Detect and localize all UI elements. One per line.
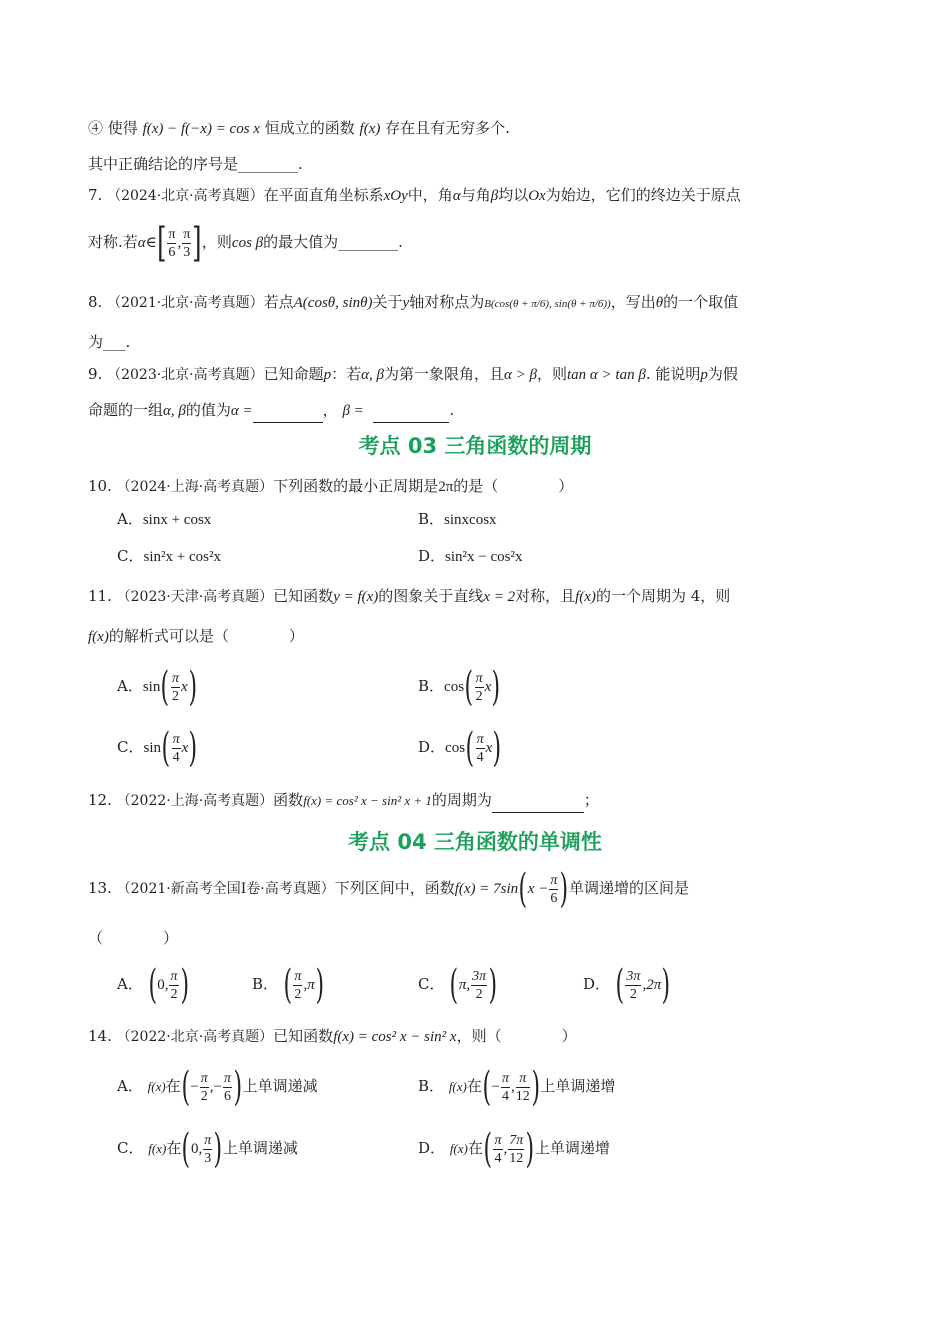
q11-b-num: π <box>475 670 483 686</box>
q9-source: （2023·北京·高考真题） <box>107 367 264 383</box>
q13-func-num: π <box>550 872 558 888</box>
q13-option-a[interactable]: A． (0, $\frac{\pi}{2}$ ) <box>117 962 189 1008</box>
q12-text-a: 函数 <box>273 791 304 809</box>
q14-a-fx: f(x) <box>147 1079 166 1094</box>
q11-line1 <box>88 584 730 609</box>
q13-d-label: D． <box>583 975 611 993</box>
q7-text-e: 为始边，它们的终边关于原点 <box>545 186 741 204</box>
q14-a-n1: π <box>200 1070 208 1086</box>
q10-num: 10. <box>88 477 112 495</box>
q14-num: 14. <box>88 1027 112 1045</box>
q11-option-c[interactable]: C．sin( $\frac{\pi}{4}$ x) <box>117 725 198 771</box>
q8-text-e: 的一个取值 <box>663 293 739 311</box>
q12-text-b: 的周期为 <box>431 791 492 809</box>
q7-range-hi-num: π <box>183 226 191 242</box>
q7-text-d: 均以 <box>498 186 529 204</box>
q14-d-d1: 4 <box>494 1150 502 1166</box>
q13-b-frac <box>293 968 302 1003</box>
q14-d-comma: , <box>503 1141 508 1157</box>
q11-a-frac <box>171 670 180 705</box>
q10-a-label: A． <box>117 510 143 528</box>
q9-text-h: 的值为 <box>185 401 231 419</box>
q10-source: （2024·上海·高考真题） <box>116 479 274 495</box>
q14-option-b[interactable]: B． f(x)在(− $\frac{\pi}{4}$ , $\frac{\pi}{12}$ )上单调递增 <box>418 1064 616 1110</box>
q14-func: f(x) = cos² x − sin² x <box>333 1029 457 1045</box>
q10-period: 2π <box>438 479 454 495</box>
q6-tail: 存在且有无穷多个. <box>385 119 510 137</box>
q7-text-c: 与角 <box>460 186 491 204</box>
q11-option-b[interactable]: B．cos( $\frac{\pi}{2}$ x) <box>418 664 501 710</box>
q8-text-c: 轴对称点为 <box>409 293 485 311</box>
q14-text-b: ，则（ ） <box>456 1027 577 1045</box>
q13-stem: 13. （2021·新高考全国Ⅰ卷·高考真题）下列区间中，函数f(x) = 7sin(x − $\frac{\pi}{6}$ )单调递增的区间是 <box>88 866 689 912</box>
q8-point-a: A(cosθ, sinθ) <box>293 295 373 311</box>
q12-blank[interactable] <box>492 788 584 813</box>
q9-alpha-blank[interactable] <box>253 398 323 423</box>
q13-func-lead: f(x) = 7sin <box>454 881 519 897</box>
q10-b-text: sinxcosx <box>444 512 497 528</box>
q7-text-g: ，则 <box>201 233 232 251</box>
q14-a-label: A． <box>117 1077 143 1095</box>
q6-conclusion: 其中正确结论的序号是________. <box>88 155 303 173</box>
q11-d-frac <box>476 731 485 766</box>
q13-c-label: C． <box>418 975 445 993</box>
q14-b-frac1 <box>501 1070 510 1105</box>
q11-b-frac <box>475 670 484 705</box>
q13-b-right: ,π <box>303 977 315 993</box>
q7-range-lo-den: 6 <box>168 244 176 260</box>
q10-text: 下列函数的最小正周期是 <box>273 477 439 495</box>
q11-d-fn: cos <box>445 740 466 756</box>
q11-a-label: A． <box>117 677 143 695</box>
q11-c-x: x <box>181 740 189 756</box>
q12-end: ； <box>583 791 599 809</box>
q14-d-label: D． <box>418 1139 446 1157</box>
q9-tan: tan α > tan β <box>567 367 646 383</box>
q11-a-fn: sin <box>142 679 161 695</box>
q7-alpha-2: α <box>137 235 146 251</box>
q14-d-frac1 <box>493 1132 502 1167</box>
q13-a-label: A． <box>117 975 143 993</box>
q13-num: 13. <box>88 879 112 897</box>
q8-num: 8. <box>88 293 103 311</box>
q7-line2: 对称.若α∈[ $\frac{\pi}{6}$ , $\frac{\pi}{3}$ ]，则cos β的最大值为________. <box>88 220 403 266</box>
q14-d-in: 在 <box>467 1139 483 1157</box>
q14-source: （2022·北京·高考真题） <box>116 1029 274 1045</box>
q9-end: . <box>449 401 455 419</box>
q11-option-d[interactable]: D．cos( $\frac{\pi}{4}$ x) <box>418 725 502 771</box>
q7-range-hi <box>182 226 191 261</box>
q10-c-text: sin²x + cos²x <box>143 549 221 565</box>
section-title-04: 考点 04 三角函数的单调性 <box>348 830 602 854</box>
q10-tail: 的是（ ） <box>453 477 574 495</box>
q7-range-lo-num: π <box>168 226 176 242</box>
q7-range-lo <box>167 226 176 261</box>
q14-b-n2: π <box>516 1070 530 1088</box>
q13-c-left: π, <box>458 977 471 993</box>
q14-b-comma: , <box>510 1079 515 1095</box>
q8-text-b: 关于 <box>372 293 403 311</box>
q9-text-g: 命题的一组 <box>88 401 164 419</box>
q11-a-x: x <box>180 679 188 695</box>
q8-line2: 为___. <box>88 333 131 351</box>
q8-text-a: 若点 <box>263 293 294 311</box>
q13-c-num: 3π <box>472 968 487 984</box>
q9-cond: α > β <box>504 367 537 383</box>
q7-text-h: 的最大值为________. <box>263 233 403 251</box>
q8-line1 <box>88 290 738 316</box>
q7-num: 7. <box>88 186 103 204</box>
q9-text-a: 已知命题 <box>263 365 324 383</box>
q13-option-b[interactable]: B． ( $\frac{\pi}{2}$ ,π) <box>252 962 324 1008</box>
q13-b-num: π <box>294 968 302 984</box>
q14-a-in: 在 <box>165 1077 181 1095</box>
q13-c-den: 2 <box>475 986 483 1002</box>
q11-option-a[interactable]: A．sin( $\frac{\pi}{2}$ x) <box>117 664 197 710</box>
q13-d-frac <box>625 968 641 1003</box>
q14-stem <box>88 1024 577 1049</box>
q11-b-fn: cos <box>444 679 465 695</box>
q11-a-den: 2 <box>171 688 179 704</box>
q9-text-f: 为假 <box>707 365 738 383</box>
q11-text-c: 对称，且 <box>515 587 576 605</box>
q14-a-minus2: − <box>213 1079 222 1095</box>
q13-func-den: 6 <box>550 890 558 906</box>
q13-a-num: π <box>170 968 178 984</box>
q14-d-n1: π <box>494 1132 502 1148</box>
q10-d-text: sin²x − cos²x <box>445 549 523 565</box>
q14-d-tail: 上单调递增 <box>534 1139 610 1157</box>
q14-a-frac2 <box>223 1070 232 1105</box>
q14-c-frac <box>203 1132 212 1167</box>
q11-text-e: 的解析式可以是（ ） <box>108 627 304 645</box>
q14-option-d[interactable]: D． f(x)在( $\frac{\pi}{4}$ , $\frac{7\pi}{12}$ )上单调递增 <box>418 1126 610 1172</box>
q11-c-frac <box>172 731 181 766</box>
q14-option-a[interactable]: A． f(x)在(− $\frac{\pi}{2}$ ,− $\frac{\pi}{6}$ )上单调递减 <box>117 1064 318 1110</box>
q9-line1 <box>88 362 738 387</box>
q9-text-b: ：若 <box>331 365 362 383</box>
q9-beta-eq: β = <box>342 403 364 419</box>
q13-text-a: 下列区间中，函数 <box>334 879 455 897</box>
q10-a-text: sinx + cosx <box>142 512 212 528</box>
q11-num: 11. <box>88 587 112 605</box>
q14-b-frac2 <box>516 1070 530 1105</box>
q14-b-label: B． <box>418 1077 445 1095</box>
q14-a-minus1: − <box>190 1079 199 1095</box>
q14-b-tail: 上单调递增 <box>540 1077 616 1095</box>
q14-a-frac1 <box>200 1070 209 1105</box>
q10-option-d[interactable] <box>418 544 523 569</box>
q11-c-den: 4 <box>172 749 180 765</box>
q11-d-label: D． <box>418 738 446 756</box>
q14-c-in: 在 <box>166 1139 182 1157</box>
q6-fx: f(x) <box>359 121 381 137</box>
q6-item4 <box>88 116 510 141</box>
q11-func: y = f(x) <box>333 589 379 605</box>
q7-text-f: 对称.若 <box>88 233 138 251</box>
q10-b-label: B． <box>418 510 445 528</box>
q11-d-den: 4 <box>476 749 484 765</box>
q14-d-n2: 7π <box>509 1132 524 1148</box>
q13-c-frac <box>471 968 487 1003</box>
q11-c-fn: sin <box>143 740 161 756</box>
q9-sep: ， <box>322 401 338 419</box>
q14-a-comma: , <box>209 1079 214 1095</box>
q9-text-c: 为第一象限角，且 <box>384 365 505 383</box>
q11-text-d: 的一个周期为 4，则 <box>595 587 731 605</box>
q11-source: （2023·天津·高考真题） <box>116 589 274 605</box>
q14-d-fx: f(x) <box>449 1141 468 1156</box>
q13-d-num: 3π <box>626 968 641 984</box>
q13-option-c[interactable]: C． (π, $\frac{3\pi}{2}$ ) <box>418 962 498 1008</box>
q7-ox: Ox <box>528 188 546 204</box>
q7-text-a: 在平面直角坐标系 <box>263 186 384 204</box>
q10-c-label: C． <box>117 547 144 565</box>
q11-b-x: x <box>484 679 492 695</box>
q14-b-minus: − <box>491 1079 500 1095</box>
q13-option-d[interactable]: D． ( $\frac{3\pi}{2}$ ,2π) <box>583 962 671 1008</box>
q12-func: f(x) = cos² x − sin² x + 1 <box>303 793 432 808</box>
q11-fx-2: f(x) <box>88 629 109 645</box>
q13-func-x: x − <box>527 881 549 897</box>
q14-c-left: 0, <box>190 1141 203 1157</box>
q14-c-d: 3 <box>204 1150 212 1166</box>
q14-text-a: 已知函数 <box>273 1027 334 1045</box>
q8-point-b: B(cos(θ + π/6), sin(θ + π/6)) <box>484 298 611 310</box>
q11-b-label: B． <box>418 677 445 695</box>
q14-a-d2: 6 <box>224 1088 231 1104</box>
q9-ab-2: α, β <box>163 403 186 419</box>
q12-num: 12. <box>88 791 112 809</box>
q8-theta: θ <box>655 295 664 311</box>
q13-paren: （ ） <box>88 929 179 947</box>
q6-formula: f(x) − f(−x) = cos x <box>142 121 260 137</box>
q14-b-d1: 4 <box>501 1088 509 1104</box>
q13-b-den: 2 <box>294 986 302 1002</box>
q14-b-in: 在 <box>466 1077 482 1095</box>
q7-source: （2024·北京·高考真题） <box>107 188 264 204</box>
q13-d-den: 2 <box>629 986 637 1002</box>
q14-b-fx: f(x) <box>448 1079 467 1094</box>
q14-a-d1: 2 <box>200 1088 208 1104</box>
q10-d-label: D． <box>418 547 446 565</box>
q12-source: （2022·上海·高考真题） <box>116 793 274 809</box>
q10-stem <box>88 474 573 499</box>
q14-c-label: C． <box>117 1139 144 1157</box>
q7-line1 <box>88 183 741 208</box>
q8-text-d: ，写出 <box>610 293 656 311</box>
q14-b-d2: 12 <box>515 1088 530 1104</box>
q11-d-x: x <box>485 740 493 756</box>
q14-b-n1: π <box>501 1070 509 1086</box>
q9-alpha-eq: α = <box>230 403 253 419</box>
q7-text-b: 中，角 <box>407 186 453 204</box>
q14-d-d2: 12 <box>509 1150 524 1166</box>
q13-a-den: 2 <box>170 986 178 1002</box>
q10-option-c[interactable] <box>117 544 221 569</box>
q10-option-a[interactable] <box>117 507 211 532</box>
q8-y: y <box>402 295 410 311</box>
q13-a-left: 0, <box>157 977 169 993</box>
q13-b-label: B． <box>252 975 279 993</box>
q11-text-b: 的图象关于直线 <box>378 587 484 605</box>
q13-a-frac <box>169 968 178 1003</box>
q9-ab: α, β <box>361 367 385 383</box>
q9-text-d: ，则 <box>537 365 568 383</box>
q9-num: 9. <box>88 365 103 383</box>
q11-d-num: π <box>476 731 484 747</box>
q14-option-c[interactable]: C． f(x)在(0, $\frac{\pi}{3}$ )上单调递减 <box>117 1126 298 1172</box>
q14-a-tail: 上单调递减 <box>242 1077 318 1095</box>
q8-source: （2021·北京·高考真题） <box>107 295 264 311</box>
q9-text-e: . 能说明 <box>645 365 701 383</box>
q10-option-b[interactable] <box>418 507 497 532</box>
q13-func-frac <box>549 872 558 907</box>
q14-c-fx: f(x) <box>148 1141 167 1156</box>
q7-beta: β <box>490 188 499 204</box>
q11-b-den: 2 <box>475 688 483 704</box>
q11-line2 <box>88 624 304 649</box>
q7-xoy: xOy <box>383 188 408 204</box>
q11-text-a: 已知函数 <box>273 587 334 605</box>
q6-mid: 恒成立的函数 <box>264 119 355 137</box>
q9-line2 <box>88 398 454 423</box>
q14-c-n: π <box>204 1132 212 1148</box>
q12-stem <box>88 788 599 813</box>
q7-range-hi-den: 3 <box>183 244 191 260</box>
q11-line: x = 2 <box>483 589 516 605</box>
q13-text-b: 单调递增的区间是 <box>568 879 689 897</box>
q11-fx: f(x) <box>575 589 596 605</box>
q13-d-right: ,2π <box>642 977 662 993</box>
q6-item4-lead: ④ 使得 <box>88 119 138 137</box>
section-title-03: 考点 03 三角函数的周期 <box>358 434 592 458</box>
q13-source: （2021·新高考全国Ⅰ卷·高考真题） <box>116 881 335 897</box>
q9-p-2: p <box>700 367 708 383</box>
q11-c-label: C． <box>117 738 144 756</box>
q9-beta-blank[interactable] <box>373 398 449 423</box>
q14-c-tail: 上单调递减 <box>222 1139 298 1157</box>
q11-c-num: π <box>172 731 180 747</box>
q7-cosb: cos β <box>231 235 264 251</box>
q9-p: p <box>323 367 332 383</box>
q14-d-frac2 <box>508 1132 524 1167</box>
q11-a-num: π <box>171 670 179 686</box>
q14-a-n2: π <box>224 1070 232 1086</box>
q7-alpha: α <box>452 188 461 204</box>
